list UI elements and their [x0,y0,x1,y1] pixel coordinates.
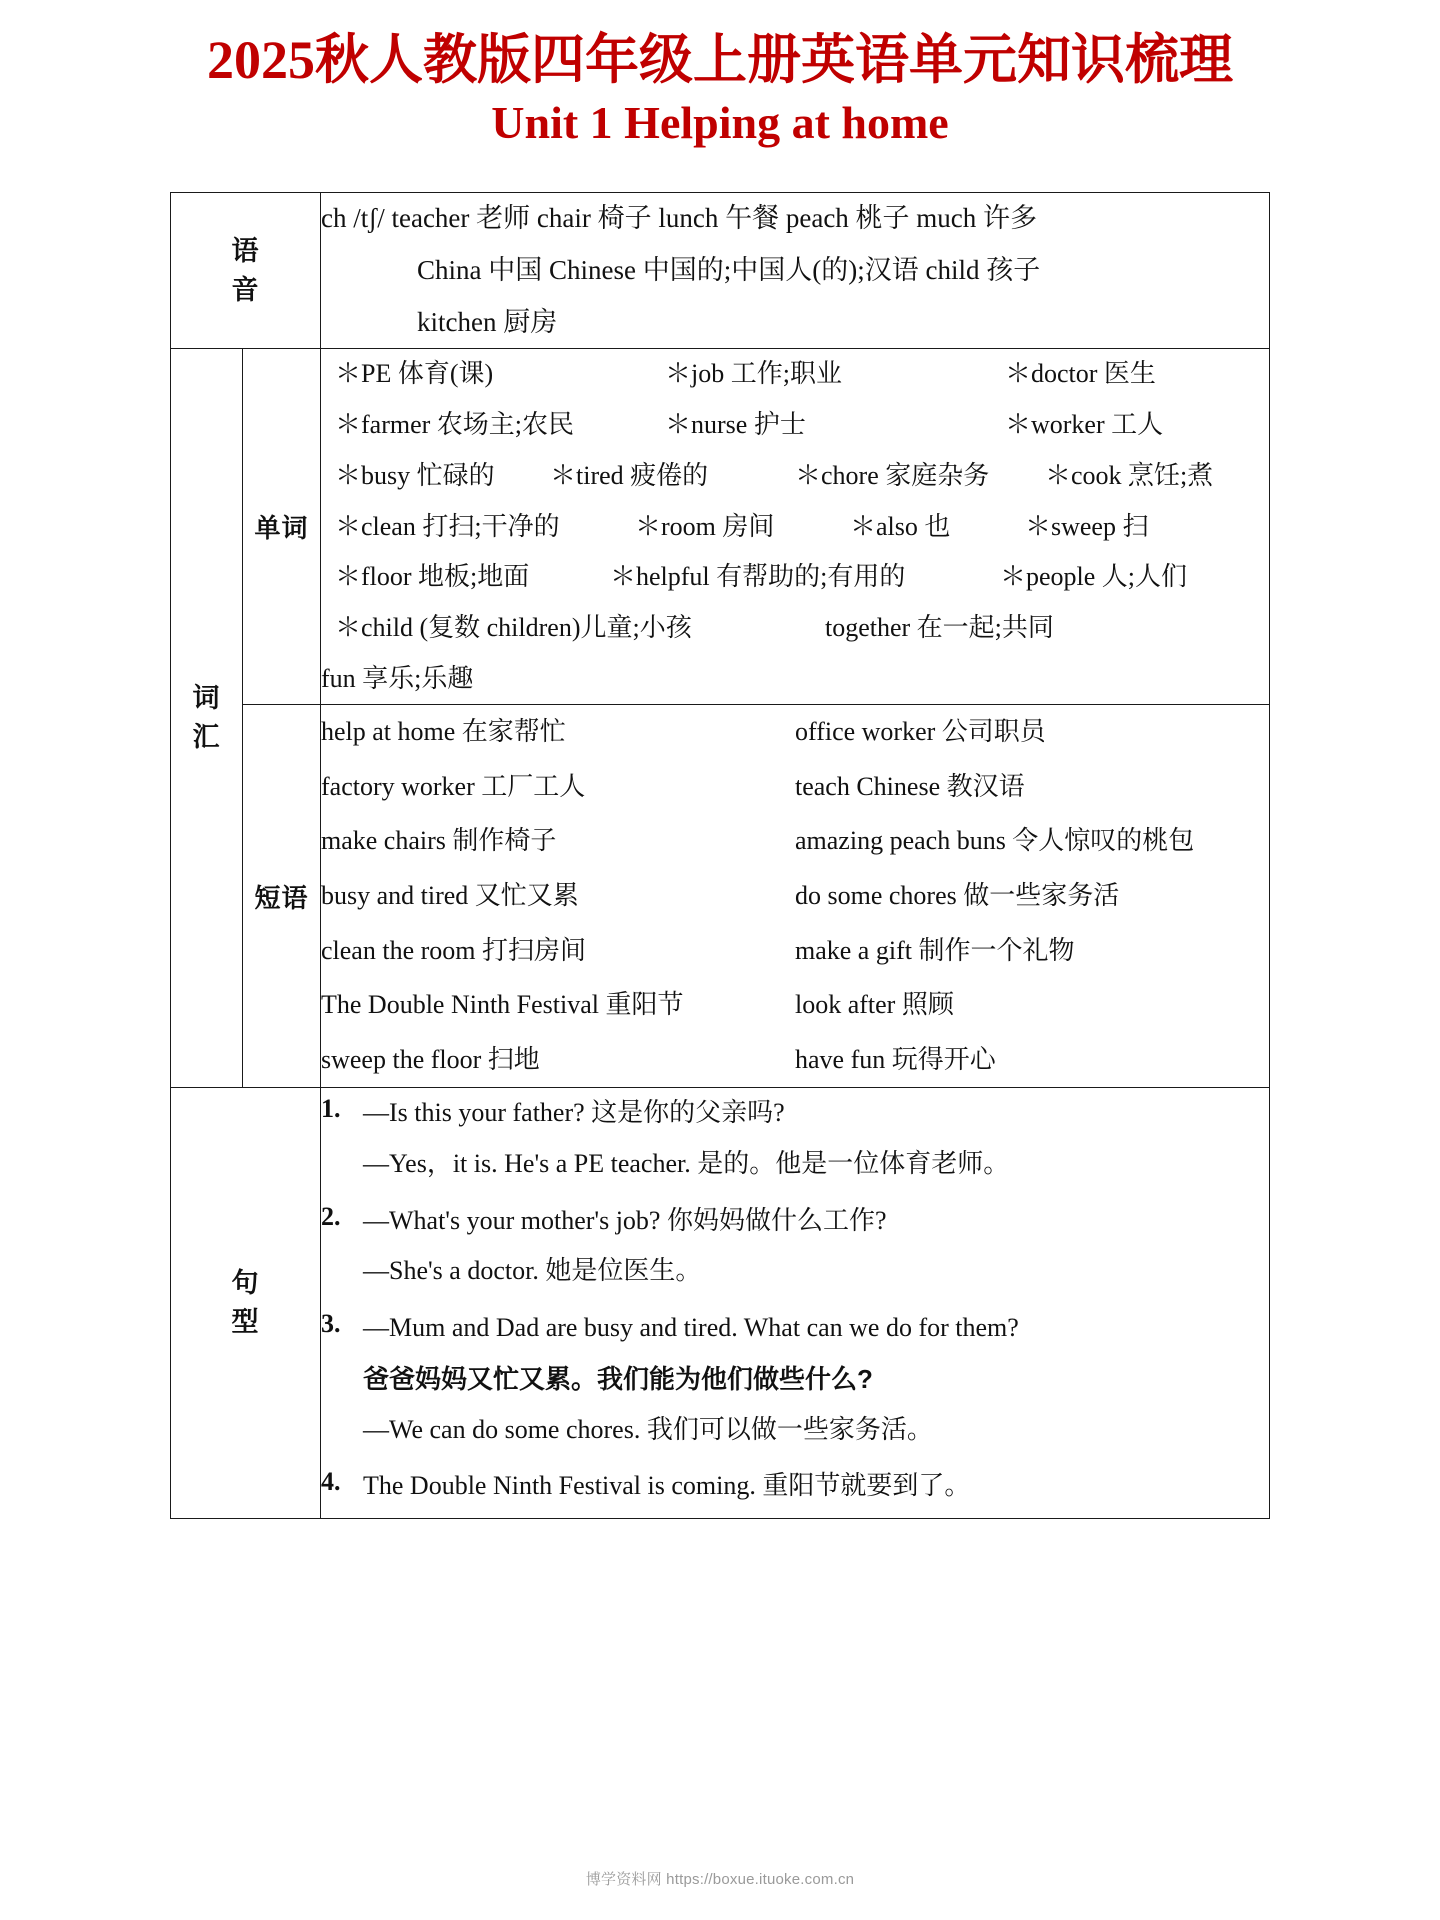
phrase-item: make chairs 制作椅子 [321,826,557,856]
sentence-line: —Is this your father? 这是你的父亲吗? [363,1098,785,1128]
word-item: ＊farmer 农场主;农民 [335,410,575,440]
knowledge-table [170,192,1270,1519]
row-label-vocabulary [171,349,243,1088]
phrase-item: The Double Ninth Festival 重阳节 [321,990,684,1020]
phrase-item: teach Chinese 教汉语 [795,771,1025,801]
knowledge-table-wrapper [170,192,1270,1519]
word-item: ＊floor 地板;地面 [335,562,530,592]
word-item: ＊nurse 护士 [665,410,806,440]
sentence-number: 2. [321,1201,341,1231]
sentence-number: 4. [321,1467,341,1497]
phrase-item: look after 照顾 [795,990,954,1020]
sentence-line: The Double Ninth Festival is coming. 重阳节就要到了。 [363,1471,971,1501]
title-block [0,0,1440,152]
word-item: ＊people 人;人们 [1000,562,1188,592]
word-row [321,552,1269,603]
phrase-row [321,760,1269,815]
word-item: ＊busy 忙碌的 [335,460,495,490]
word-item: ＊clean 打扫;干净的 [335,511,560,541]
phrase-item: amazing peach buns 令人惊叹的桃包 [795,826,1195,856]
row-label-sentences-char-2: 型 [231,1307,260,1338]
row-label-phonetics-char-2: 音 [231,274,260,305]
phonetics-line: ch /tʃ/ teacher 老师 chair 椅子 lunch 午餐 peach 桃子 much 许多 [321,202,1038,233]
sentence-line: —We can do some chores. 我们可以做一些家务活。 [363,1414,933,1444]
word-item: ＊also 也 [850,511,951,541]
row-label-phrases: 短语 [243,705,321,1088]
word-row [321,349,1269,400]
phrase-item: sweep the floor 扫地 [321,1044,540,1074]
phrase-item: do some chores 做一些家务活 [795,881,1120,911]
phrase-item: busy and tired 又忙又累 [321,881,579,911]
sentence-number: 3. [321,1309,341,1339]
phrase-item: factory worker 工厂工人 [321,771,586,801]
word-item: ＊worker 工人 [1005,410,1164,440]
word-row [321,654,1269,705]
row-label-sentences-char-1: 句 [231,1268,260,1299]
word-row [321,451,1269,502]
watermark: 博学资料网 https://boxue.ituoke.com.cn [585,1871,855,1888]
sentence-item [321,1196,1269,1297]
sentence-item [321,1461,1269,1512]
sentence-item [321,1088,1269,1189]
sentence-line: —What's your mother's job? 你妈妈做什么工作? [363,1205,887,1235]
table-row-sentences [171,1088,1270,1519]
phrase-row [321,869,1269,924]
phrase-row [321,814,1269,869]
phrase-item: clean the room 打扫房间 [321,935,586,965]
phrase-row [321,705,1269,760]
phrases-content [321,705,1270,1088]
table-row-phonetics [171,192,1270,348]
row-label-vocabulary-char-2: 汇 [192,722,221,753]
sentence-body [363,1461,1269,1512]
word-item: ＊job 工作;职业 [665,359,842,389]
row-label-sentences [171,1088,321,1519]
phrase-row [321,924,1269,979]
sentence-line: —Mum and Dad are busy and tired. What can we do for them? [363,1313,1019,1343]
table-row-words [171,349,1270,705]
sentence-line: 爸爸妈妈又忙又累。我们能为他们做些什么? [363,1363,873,1394]
page-subtitle: Unit 1 Helping at home [491,97,949,149]
sentences-content [321,1088,1270,1519]
word-item: ＊PE 体育(课) [335,359,494,389]
row-label-phonetics [171,192,321,348]
phrase-item: have fun 玩得开心 [795,1044,996,1074]
row-label-words: 单词 [243,349,321,705]
phonetics-content [321,192,1270,348]
word-item: ＊tired 疲倦的 [550,460,709,490]
sentence-line: —She's a doctor. 她是位医生。 [363,1256,702,1286]
word-item: fun 享乐;乐趣 [321,663,474,693]
sentence-item [321,1303,1269,1455]
word-item: ＊chore 家庭杂务 [795,460,990,490]
word-item: ＊sweep 扫 [1025,511,1149,541]
row-label-vocabulary-char-1: 词 [192,683,221,714]
phonetics-line: China 中国 Chinese 中国的;中国人(的);汉语 child 孩子 [417,254,1041,285]
sentence-line: —Yes，it is. He's a PE teacher. 是的。他是一位体育老师。 [363,1149,1010,1179]
word-item: together 在一起;共同 [825,612,1054,642]
phonetics-line: kitchen 厨房 [417,306,558,337]
sentence-body [363,1196,1269,1297]
word-row [321,400,1269,451]
phrase-item: make a gift 制作一个礼物 [795,935,1075,965]
sentence-body [363,1303,1269,1455]
table-row-phrases [171,705,1270,1088]
word-item: ＊cook 烹饪;煮 [1045,460,1214,490]
phrase-row [321,1033,1269,1088]
words-content [321,349,1270,705]
phrase-row [321,978,1269,1033]
word-item: ＊room 房间 [635,511,775,541]
word-item: ＊doctor 医生 [1005,359,1156,389]
sentence-body [363,1088,1269,1189]
sentence-number: 1. [321,1094,341,1124]
word-item: ＊helpful 有帮助的;有用的 [610,562,906,592]
word-row [321,502,1269,553]
word-row [321,603,1269,654]
page-title: 2025秋人教版四年级上册英语单元知识梳理 [207,30,1233,90]
row-label-phonetics-char-1: 语 [231,235,260,266]
word-item: ＊child (复数 children)儿童;小孩 [335,612,692,642]
phrase-item: help at home 在家帮忙 [321,717,566,747]
phrase-item: office worker 公司职员 [795,717,1046,747]
